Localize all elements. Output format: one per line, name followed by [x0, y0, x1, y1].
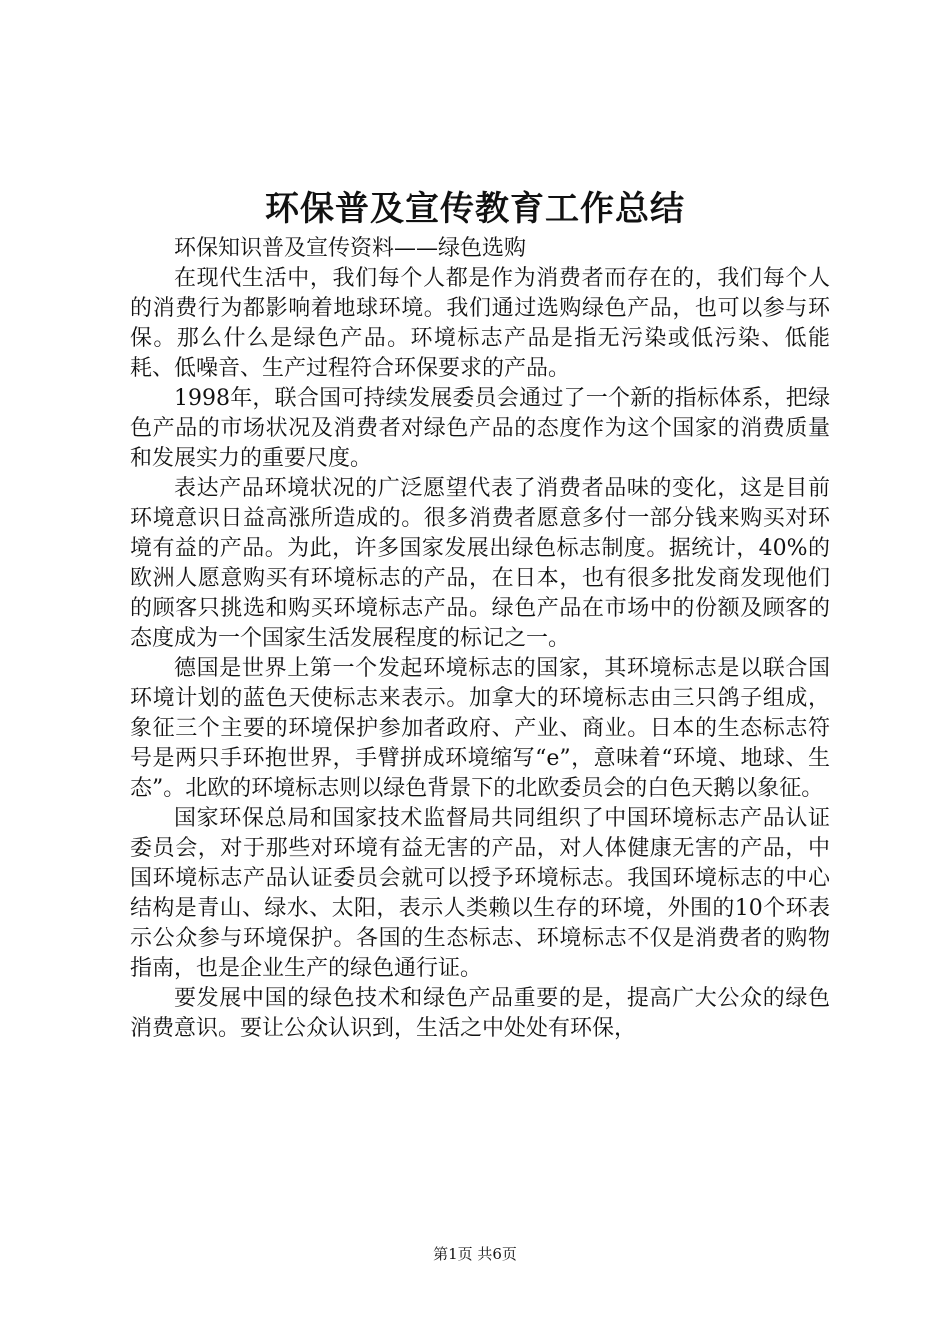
paragraph: 在现代生活中，我们每个人都是作为消费者而存在的，我们每个人的消费行为都影响着地球环境。我们通过选购绿色产品，也可以参与环保。那么什么是绿色产品。环境标志产品是指无污染或低污染、低能耗、低噪音、生产过程符合环保要求的产品。: [130, 266, 830, 381]
paragraph: 德国是世界上第一个发起环境标志的国家，其环境标志是以联合国环境计划的蓝色天使标志来表示。加拿大的环境标志由三只鸽子组成，象征三个主要的环境保护参加者政府、产业、商业。日本的生态标志符号是两只手环抱世界，手臂拼成环境缩写“e”，意味着“环境、地球、生态”。北欧的环境标志则以绿色背景下的北欧委员会的白色天鹅以象征。: [130, 656, 830, 801]
paragraph: 1998年，联合国可持续发展委员会通过了一个新的指标体系，把绿色产品的市场状况及消费者对绿色产品的态度作为这个国家的消费质量和发展实力的重要尺度。: [130, 386, 830, 471]
document-title: 环保普及宣传教育工作总结: [265, 189, 685, 229]
paragraph: 国家环保总局和国家技术监督局共同组织了中国环境标志产品认证委员会，对于那些对环境有益无害的产品，对人体健康无害的产品，中国环境标志产品认证委员会就可以授予环境标志。我国环境标志的中心结构是青山、绿水、太阳，表示人类赖以生存的环境，外围的10个环表示公众参与环境保护。各国的生态标志、环境标志不仅是消费者的购物指南，也是企业生产的绿色通行证。: [130, 806, 830, 981]
paragraph: 要发展中国的绿色技术和绿色产品重要的是，提高广大公众的绿色消费意识。要让公众认识到，生活之中处处有环保，: [130, 986, 830, 1041]
page-footer: 第1页 共6页: [433, 1245, 517, 1263]
document-body: [130, 234, 830, 1044]
paragraph: 表达产品环境状况的广泛愿望代表了消费者品味的变化，这是目前环境意识日益高涨所造成的。很多消费者愿意多付一部分钱来购买对环境有益的产品。为此，许多国家发展出绿色标志制度。据统计，40%的欧洲人愿意购买有环境标志的产品，在日本，也有很多批发商发现他们的顾客只挑选和购买环境标志产品。绿色产品在市场中的份额及顾客的态度成为一个国家生活发展程度的标记之一。: [130, 476, 830, 651]
document-subtitle: 环保知识普及宣传资料——绿色选购: [174, 236, 527, 261]
